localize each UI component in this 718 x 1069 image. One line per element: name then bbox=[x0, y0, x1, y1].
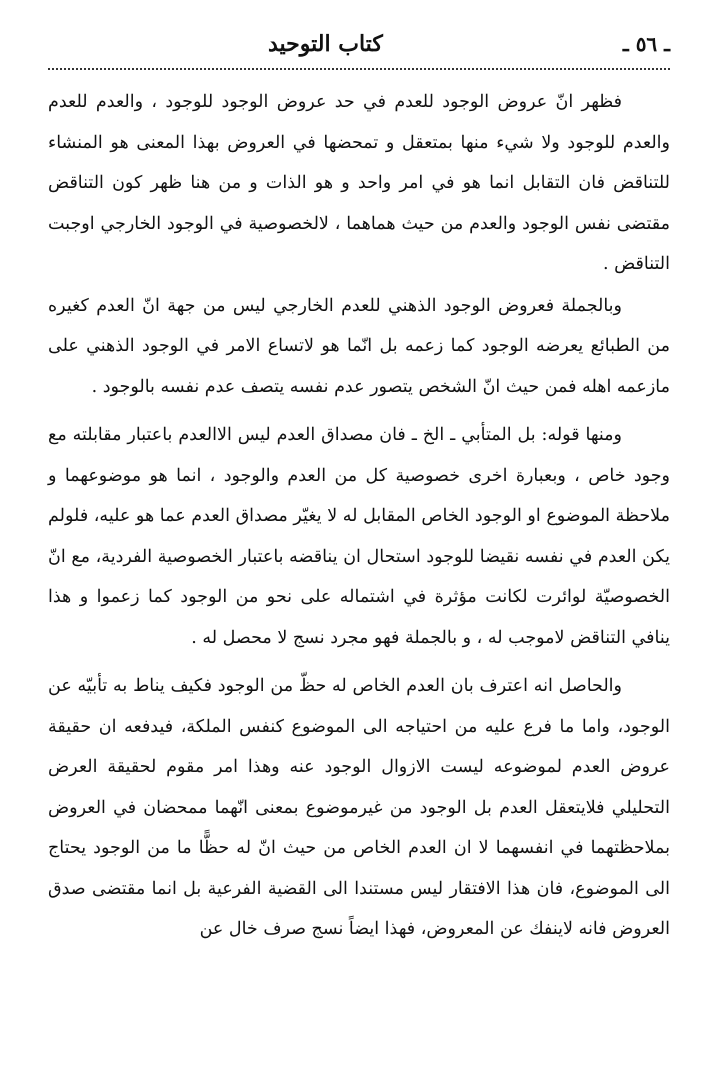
book-title: كتاب التوحيد bbox=[268, 31, 383, 57]
header-divider bbox=[48, 68, 670, 70]
page-header bbox=[48, 22, 670, 66]
page-number: ـ ٥٦ ـ bbox=[622, 32, 670, 56]
page-body bbox=[48, 82, 670, 1049]
paragraph: والحاصل انه اعترف بان العدم الخاص له حظّ من الوجود فكيف يناط به تأبيّه عن الوجود، واما ما فرع عليه من احتياجه الى الموضوع كنفس الملكة، فيدفعه ان حقيقة عروض العدم لموضوعه ليست الازوال الوجود عنه وهذا امر مقوم لحقيقة العرض التحليلي فلايتعقل العدم بل الوجود من غيرموضوع بمعنى انّهما ممحضان في العروض بملاحظتهما في انفسهما لا ان العدم الخاص من حيث انّ له حظًّا ما من الوجود يحتاج الى الموضوع، فان هذا الافتقار ليس مستندا الى القضية الفرعية بل انما مقتضى صدق العروض فانه لاينفك عن المعروض، فهذا ايضاً نسج صرف خال عن bbox=[48, 676, 670, 939]
paragraph: فظهر انّ عروض الوجود للعدم في حد عروض الوجود للوجود ، والعدم للعدم والعدم للوجود ولا شيء منها بمتعقل و تمحضها في العروض بهذا المعنى هو المنشاء للتناقض فان التقابل انما هو في امر واحد و هو الذات و من هنا ظهر كون التناقض مقتضى نفس الوجود والعدم من حيث هماهما ، لالخصوصية في الوجود الخارجي اوجبت التناقض . bbox=[48, 92, 670, 274]
paragraph: وبالجملة فعروض الوجود الذهني للعدم الخارجي ليس من جهة انّ العدم كغيره من الطبائع يعرضه الوجود كما زعمه بل انّما هو لاتساع الامر في الوجود الذهني على مازعمه اهله فمن حيث انّ الشخص يتصور عدم نفسه يتصف عدم نفسه بالوجود . bbox=[48, 295, 670, 397]
paragraph: ومنها قوله: بل المتأبي ـ الخ ـ فان مصداق العدم ليس الاالعدم باعتبار مقابلته مع وجود خاص ، وبعبارة اخرى خصوصية كل من العدم والوجود ، انما هو موضوعهما و ملاحظة الموضوع او الوجود الخاص المقابل له لا يغيّر مصداق العدم عما هو عليه، فلولم يكن العدم في نفسه نقيضا للوجود استحال ان يناقضه باعتبار الخصوصية الفردية، مع انّ الخصوصيّة لوائرت لكانت مؤثرة في اشتماله على نحو من الوجود كما زعموا و هذا ينافي التناقض لاموجب له ، و بالجملة فهو مجرد نسج لا محصل له . bbox=[48, 425, 670, 648]
